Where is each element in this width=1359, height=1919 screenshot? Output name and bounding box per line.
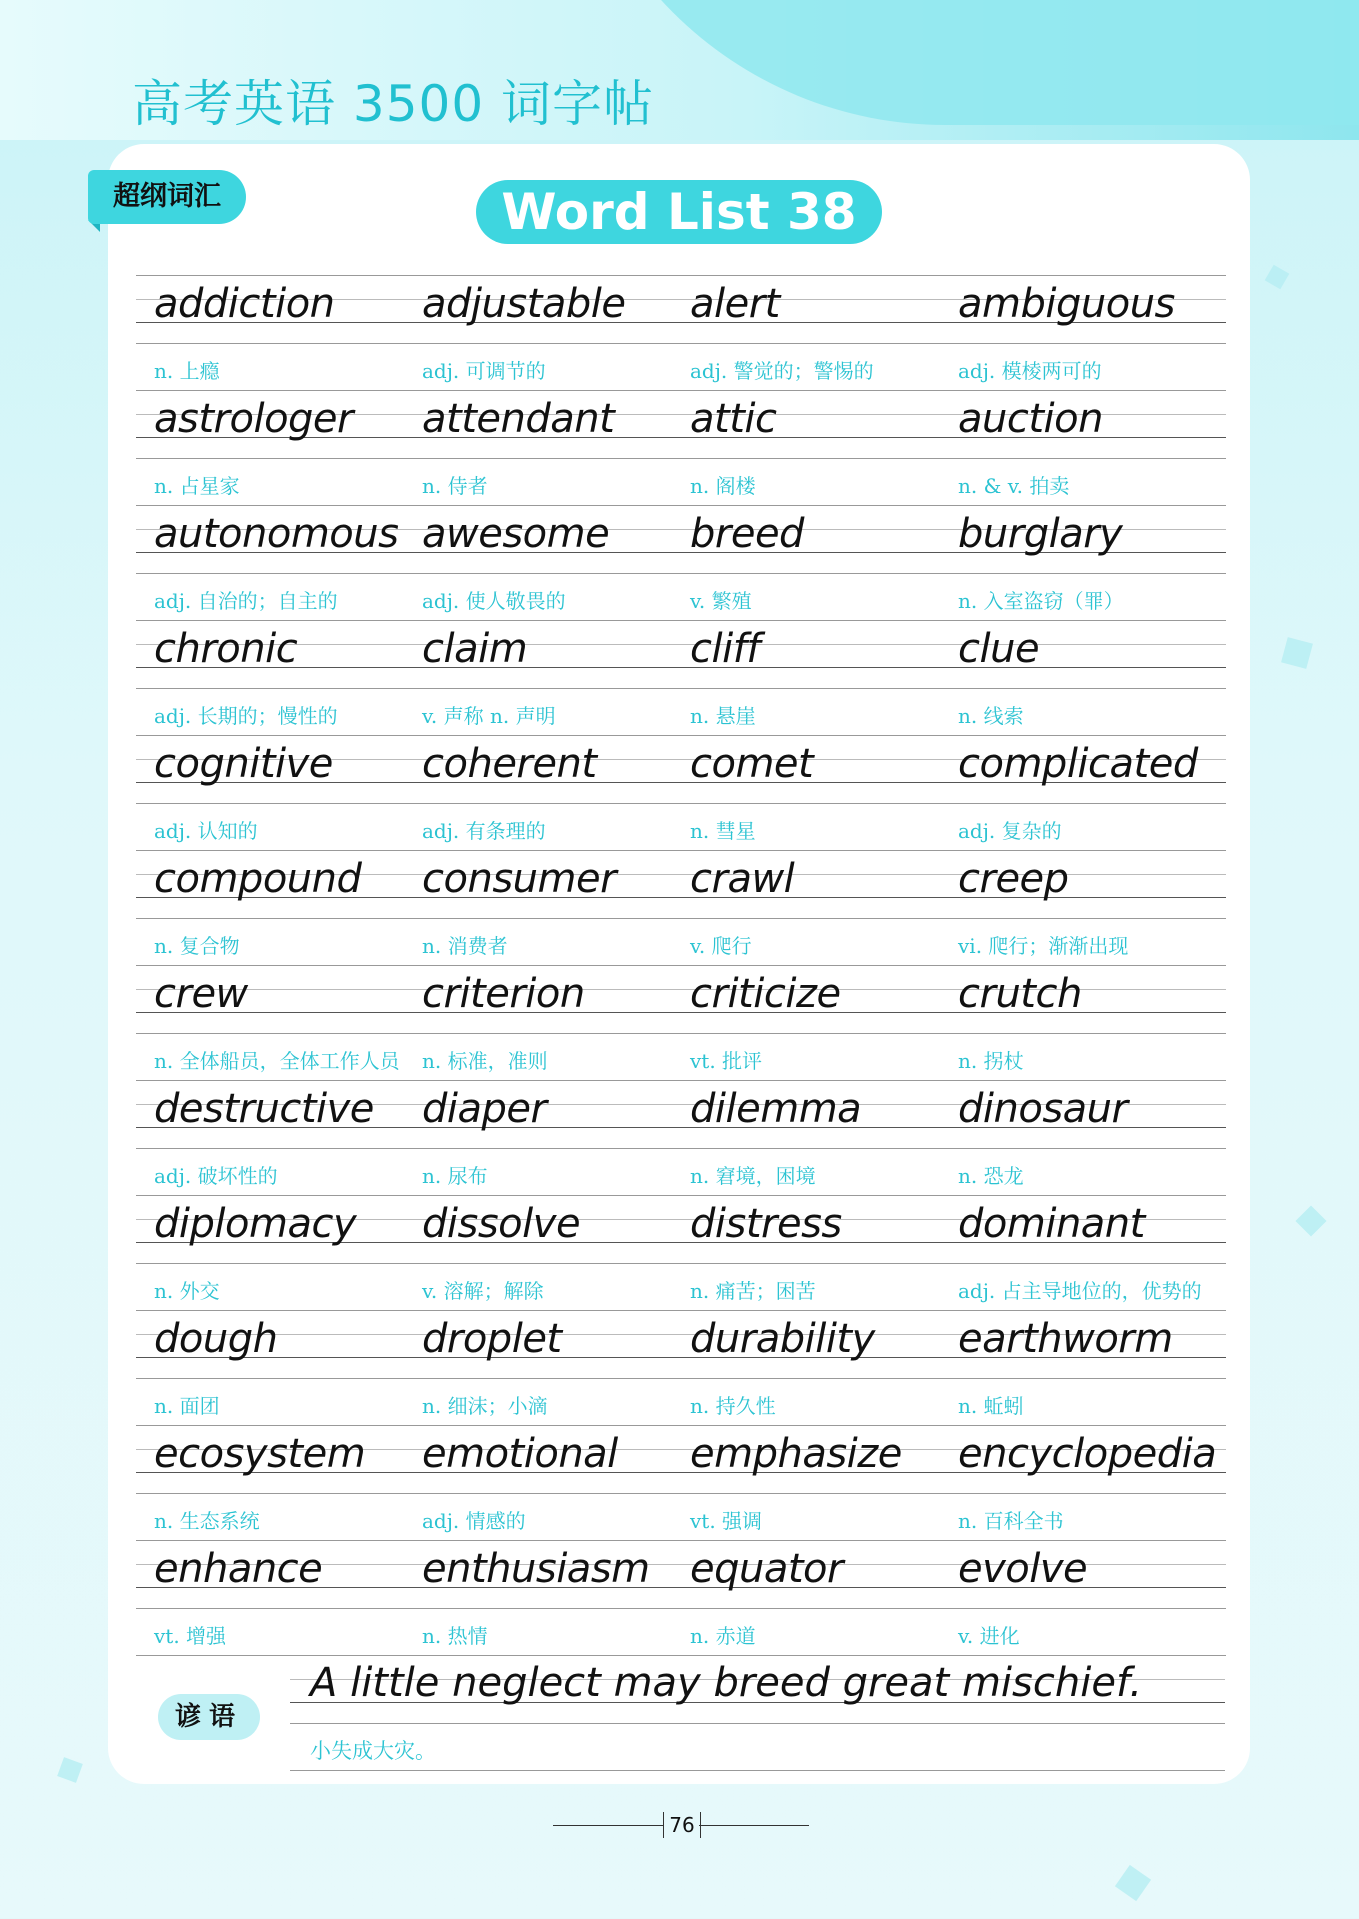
word-meaning: n. 恐龙 <box>958 1164 1024 1188</box>
english-word: evolve <box>958 1546 1088 1592</box>
word-entry <box>672 735 940 850</box>
word-entry <box>404 850 672 965</box>
footer-rule-right <box>699 1825 809 1826</box>
word-entry <box>672 620 940 735</box>
word-meaning: n. 细沫；小滴 <box>422 1394 548 1418</box>
word-list-title: Word List 38 <box>476 180 882 244</box>
word-row <box>136 850 1226 965</box>
word-entry <box>136 1310 404 1425</box>
word-entry <box>672 390 940 505</box>
english-word: complicated <box>958 741 1198 787</box>
word-meaning: n. 持久性 <box>690 1394 776 1418</box>
english-word: ecosystem <box>154 1431 366 1477</box>
word-row <box>136 1310 1226 1425</box>
word-entry <box>404 390 672 505</box>
word-meaning: n. 外交 <box>154 1279 220 1303</box>
english-word: burglary <box>958 511 1123 557</box>
english-word: diplomacy <box>154 1201 357 1247</box>
word-entry <box>404 275 672 390</box>
word-entry <box>404 620 672 735</box>
word-meaning: n. 侍者 <box>422 474 488 498</box>
word-entry <box>940 1425 1217 1540</box>
word-meaning: n. 窘境，困境 <box>690 1164 816 1188</box>
word-row <box>136 620 1226 735</box>
word-meaning: vi. 爬行；渐渐出现 <box>958 934 1129 958</box>
word-entry <box>940 1195 1208 1310</box>
english-word: cognitive <box>154 741 333 787</box>
word-meaning: n. 占星家 <box>154 474 240 498</box>
word-entry <box>940 1310 1208 1425</box>
word-row <box>136 1080 1226 1195</box>
english-word: addiction <box>154 281 335 327</box>
english-word: ambiguous <box>958 281 1175 327</box>
word-meaning: n. 阁楼 <box>690 474 756 498</box>
decor-shape <box>1265 265 1290 290</box>
word-entry <box>672 1310 940 1425</box>
word-meaning: n. 全体船员，全体工作人员 <box>154 1049 400 1073</box>
word-entry <box>940 1080 1208 1195</box>
word-entry <box>940 735 1208 850</box>
word-row <box>136 390 1226 505</box>
english-word: creep <box>958 856 1069 902</box>
english-word: crawl <box>690 856 795 902</box>
page-footer <box>553 1812 809 1838</box>
word-entry <box>136 620 404 735</box>
english-word: encyclopedia <box>958 1431 1217 1477</box>
english-word: droplet <box>422 1316 562 1362</box>
word-meaning: v. 进化 <box>958 1624 1020 1648</box>
word-row <box>136 1195 1226 1310</box>
book-title: 高考英语 3500 词字帖 <box>132 75 655 133</box>
decor-shape <box>1115 1865 1151 1901</box>
word-meaning: vt. 强调 <box>690 1509 763 1533</box>
decor-shape <box>57 1757 83 1783</box>
word-meaning: n. 面团 <box>154 1394 220 1418</box>
word-entry <box>136 850 404 965</box>
word-entry <box>940 1540 1208 1655</box>
english-word: breed <box>690 511 804 557</box>
saying-badge: 谚语 <box>158 1694 260 1740</box>
english-word: crew <box>154 971 248 1017</box>
english-word: compound <box>154 856 362 902</box>
word-entry <box>940 850 1208 965</box>
word-meaning: v. 繁殖 <box>690 589 752 613</box>
english-word: destructive <box>154 1086 374 1132</box>
word-row <box>136 735 1226 850</box>
word-meaning: n. 彗星 <box>690 819 756 843</box>
english-word: dough <box>154 1316 278 1362</box>
english-word: emphasize <box>690 1431 902 1477</box>
english-word: earthworm <box>958 1316 1173 1362</box>
word-entry <box>672 1540 940 1655</box>
word-entry <box>404 1195 672 1310</box>
english-word: claim <box>422 626 528 672</box>
word-row <box>136 1540 1226 1655</box>
english-word: dinosaur <box>958 1086 1128 1132</box>
english-word: astrologer <box>154 396 353 442</box>
english-word: dissolve <box>422 1201 581 1247</box>
english-word: enthusiasm <box>422 1546 650 1592</box>
english-word: autonomous <box>154 511 399 557</box>
english-word: durability <box>690 1316 875 1362</box>
word-meaning: n. 尿布 <box>422 1164 488 1188</box>
word-entry <box>136 1080 404 1195</box>
word-meaning: n. 赤道 <box>690 1624 756 1648</box>
english-word: attendant <box>422 396 615 442</box>
english-word: awesome <box>422 511 610 557</box>
word-entry <box>672 275 940 390</box>
word-meaning: adj. 破坏性的 <box>154 1164 278 1188</box>
english-word: dilemma <box>690 1086 862 1132</box>
english-word: chronic <box>154 626 298 672</box>
word-meaning: adj. 模棱两可的 <box>958 359 1102 383</box>
word-entry <box>940 390 1208 505</box>
word-entry <box>672 1425 940 1540</box>
word-meaning: n. 痛苦；困苦 <box>690 1279 816 1303</box>
word-meaning: adj. 有条理的 <box>422 819 546 843</box>
word-entry <box>404 735 672 850</box>
english-word: criticize <box>690 971 841 1017</box>
word-meaning: v. 声称 n. 声明 <box>422 704 556 728</box>
word-meaning: adj. 占主导地位的，优势的 <box>958 1279 1202 1303</box>
word-entry <box>136 505 404 620</box>
word-meaning: adj. 自治的；自主的 <box>154 589 338 613</box>
word-meaning: adj. 使人敬畏的 <box>422 589 566 613</box>
word-meaning: n. 蚯蚓 <box>958 1394 1024 1418</box>
english-word: emotional <box>422 1431 618 1477</box>
word-row <box>136 1425 1226 1540</box>
english-word: alert <box>690 281 780 327</box>
word-entry <box>404 505 672 620</box>
english-word: dominant <box>958 1201 1145 1247</box>
word-meaning: adj. 可调节的 <box>422 359 546 383</box>
word-entry <box>672 1080 940 1195</box>
word-meaning: adj. 情感的 <box>422 1509 526 1533</box>
word-meaning: n. 标准，准则 <box>422 1049 548 1073</box>
english-word: distress <box>690 1201 842 1247</box>
word-entry <box>404 1540 672 1655</box>
word-entry <box>136 275 404 390</box>
category-tag: 超纲词汇 <box>88 170 246 224</box>
word-meaning: n. & v. 拍卖 <box>958 474 1070 498</box>
decor-shape <box>1295 1205 1326 1236</box>
word-meaning: vt. 增强 <box>154 1624 227 1648</box>
word-grid <box>136 275 1226 1655</box>
word-entry <box>940 505 1208 620</box>
word-entry <box>940 275 1208 390</box>
word-meaning: adj. 认知的 <box>154 819 258 843</box>
word-row <box>136 965 1226 1080</box>
word-meaning: vt. 批评 <box>690 1049 763 1073</box>
word-entry <box>404 1080 672 1195</box>
word-meaning: adj. 复杂的 <box>958 819 1062 843</box>
word-entry <box>940 965 1208 1080</box>
word-meaning: adj. 警觉的；警惕的 <box>690 359 874 383</box>
english-word: equator <box>690 1546 843 1592</box>
word-meaning: n. 百科全书 <box>958 1509 1064 1533</box>
word-meaning: n. 消费者 <box>422 934 508 958</box>
word-row <box>136 505 1226 620</box>
word-meaning: v. 溶解；解除 <box>422 1279 544 1303</box>
word-meaning: v. 爬行 <box>690 934 752 958</box>
english-word: comet <box>690 741 814 787</box>
word-meaning: n. 入室盗窃（罪） <box>958 589 1124 613</box>
word-entry <box>404 1310 672 1425</box>
english-word: auction <box>958 396 1103 442</box>
word-meaning: n. 生态系统 <box>154 1509 260 1533</box>
english-word: diaper <box>422 1086 547 1132</box>
footer-rule-left <box>553 1825 663 1826</box>
word-entry <box>672 965 940 1080</box>
word-entry <box>672 1195 940 1310</box>
word-entry <box>672 505 940 620</box>
english-word: enhance <box>154 1546 323 1592</box>
word-meaning: n. 拐杖 <box>958 1049 1024 1073</box>
english-word: clue <box>958 626 1040 672</box>
word-entry <box>136 390 404 505</box>
word-meaning: adj. 长期的；慢性的 <box>154 704 338 728</box>
word-entry <box>672 850 940 965</box>
english-word: coherent <box>422 741 597 787</box>
word-row <box>136 275 1226 390</box>
word-entry <box>404 1425 672 1540</box>
word-meaning: n. 上瘾 <box>154 359 220 383</box>
word-entry <box>404 965 672 1080</box>
word-meaning: n. 热情 <box>422 1624 488 1648</box>
page-number: 76 <box>663 1812 701 1838</box>
saying-english: A little neglect may breed great mischief. <box>310 1660 1143 1706</box>
word-entry <box>136 735 404 850</box>
english-word: attic <box>690 396 777 442</box>
word-entry <box>136 1425 404 1540</box>
word-entry <box>940 620 1208 735</box>
word-meaning: n. 线索 <box>958 704 1024 728</box>
english-word: cliff <box>690 626 760 672</box>
word-entry <box>136 1195 404 1310</box>
english-word: consumer <box>422 856 617 902</box>
word-entry <box>136 965 404 1080</box>
english-word: criterion <box>422 971 585 1017</box>
english-word: adjustable <box>422 281 626 327</box>
decor-shape <box>1281 637 1313 669</box>
word-entry <box>136 1540 404 1655</box>
english-word: crutch <box>958 971 1082 1017</box>
saying-chinese: 小失成大灾。 <box>310 1739 436 1763</box>
word-meaning: n. 悬崖 <box>690 704 756 728</box>
word-meaning: n. 复合物 <box>154 934 240 958</box>
